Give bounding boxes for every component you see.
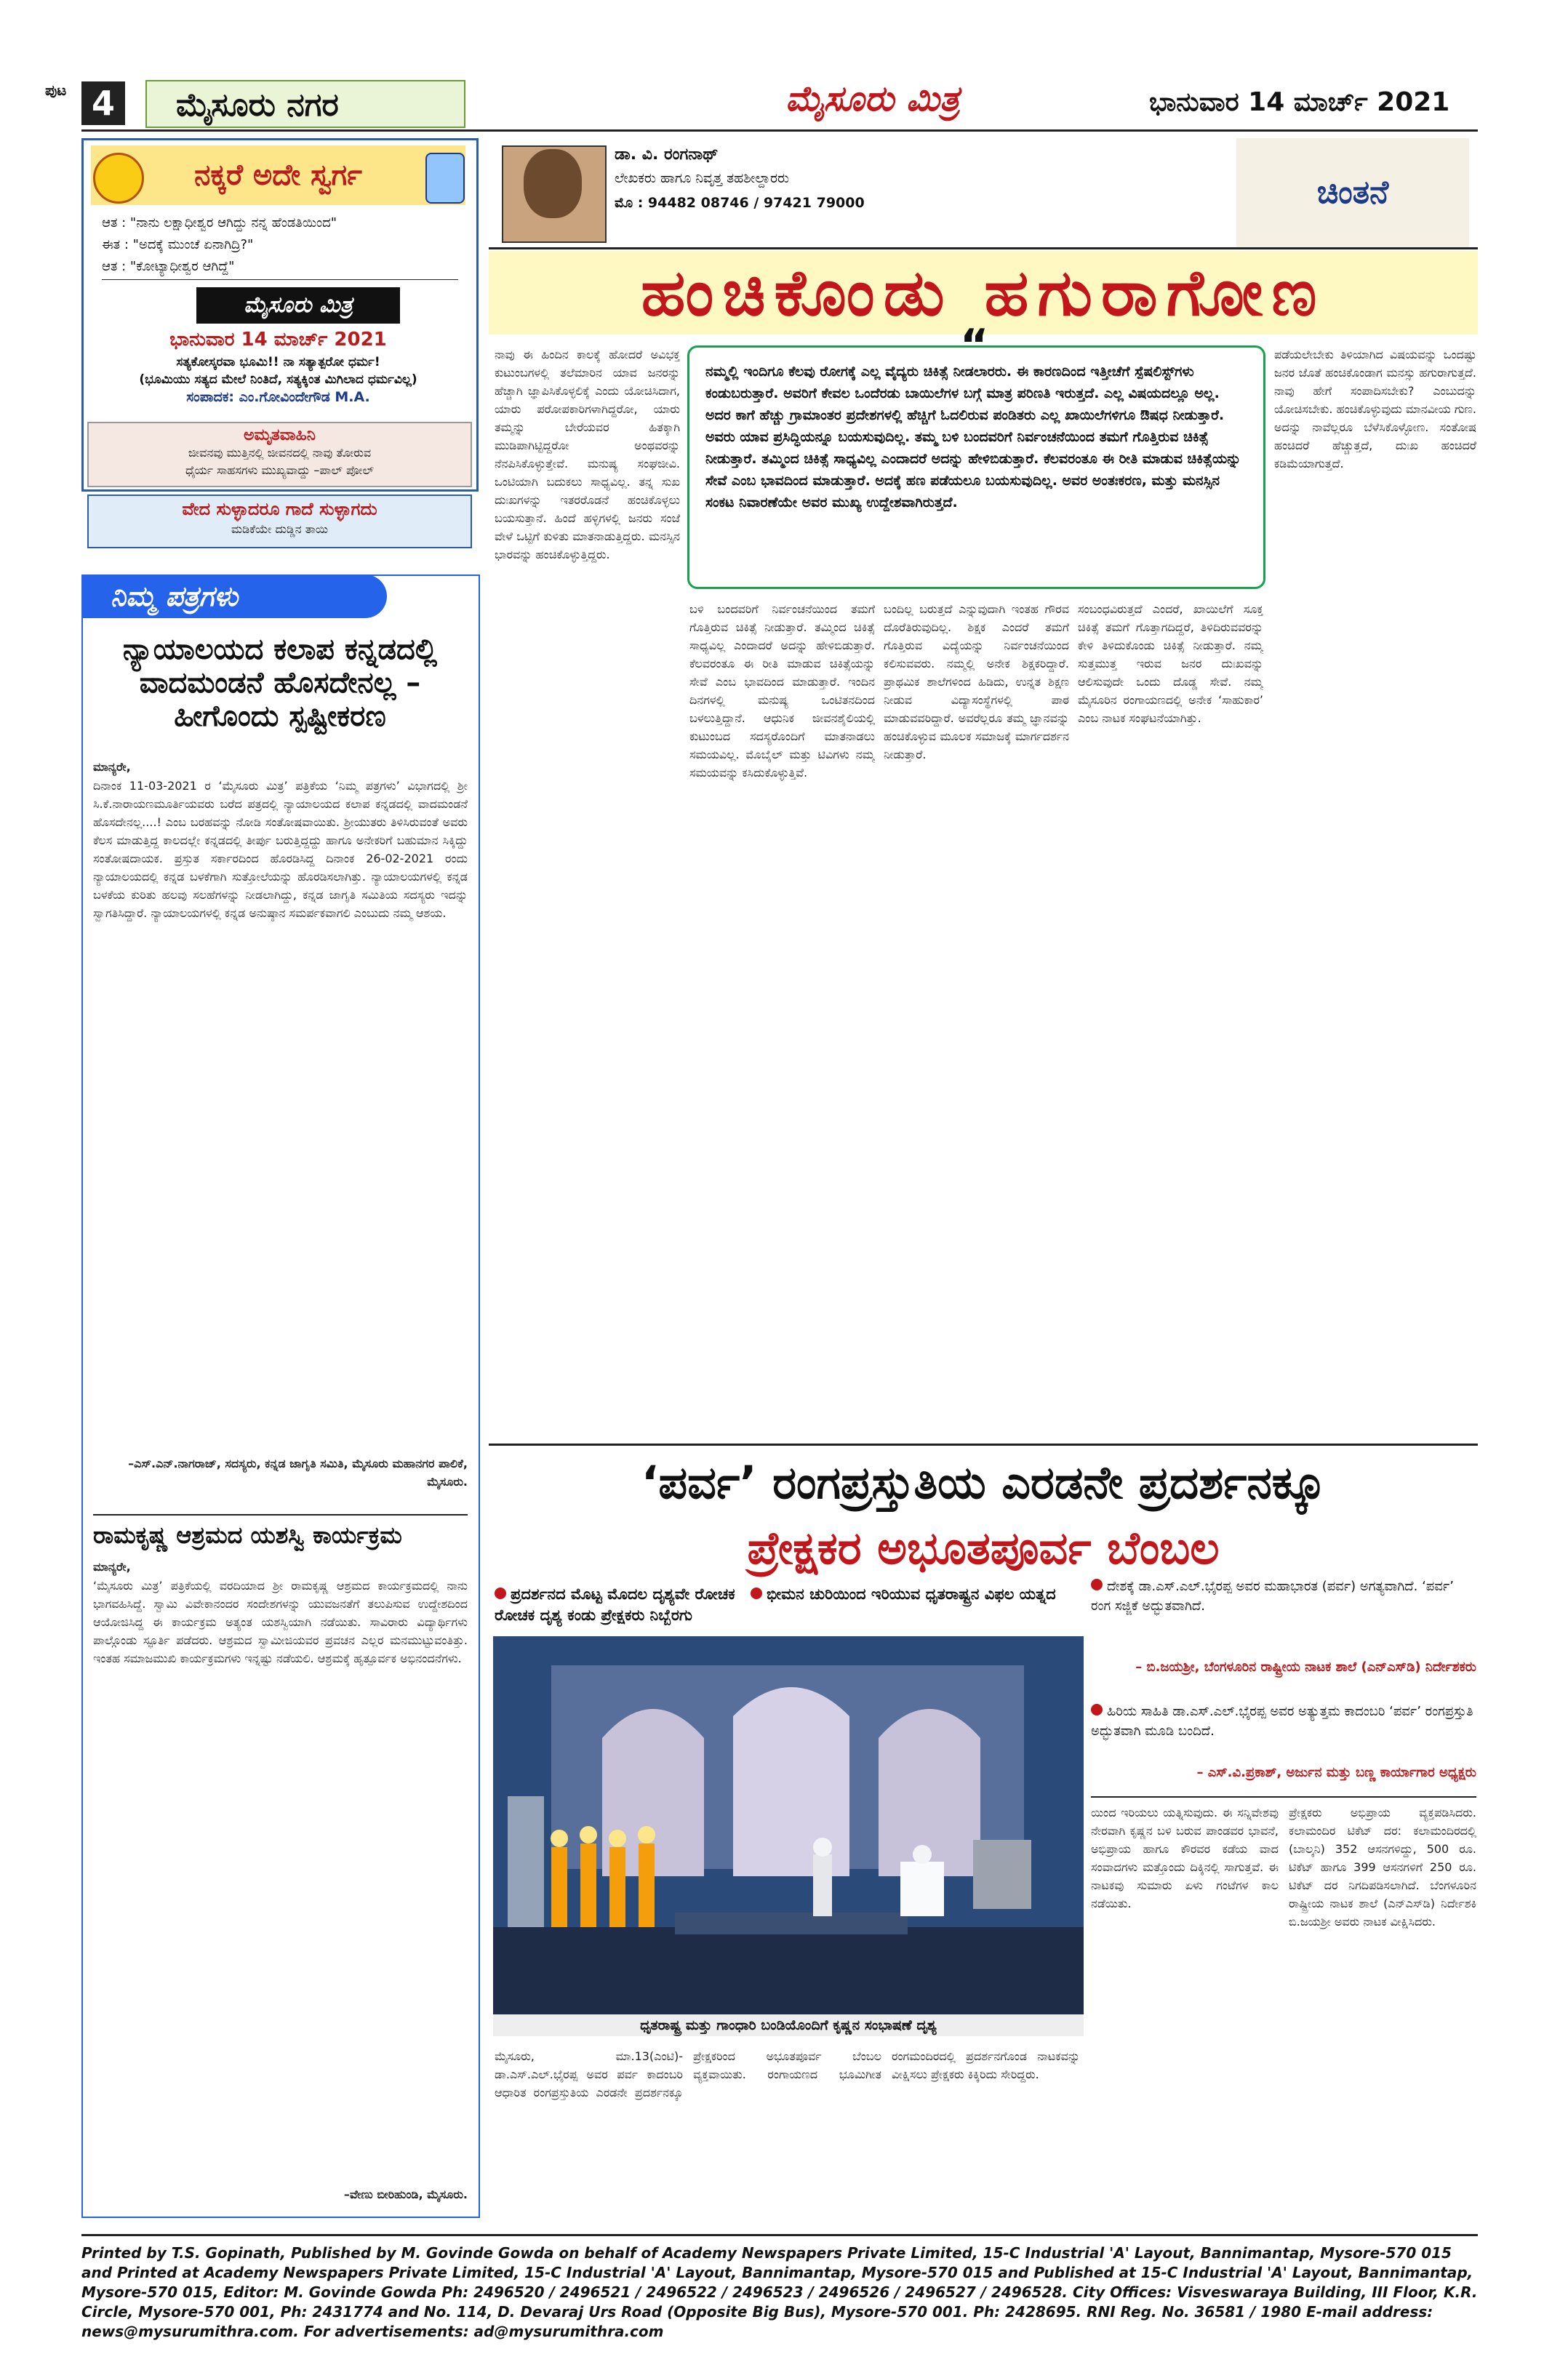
bullet-icon — [1091, 1704, 1103, 1716]
letter-signature: –ಎಸ್.ಎನ್.ನಾಗರಾಜ್, ಸದಸ್ಯರು, ಕನ್ನಡ ಜಾಗೃತಿ ಸಮಿತಿ, ಮೈಸೂರು ಮಹಾನಗರ ಪಾಲಿಕೆ, ಮೈಸೂರು. — [128, 1457, 468, 1489]
parva-divider — [489, 1444, 1478, 1446]
letter2-signature: –ವೇಣು ಬೀರಿಹುಂಡಿ, ಮೈಸೂರು. — [343, 2187, 468, 2201]
letter-headline: ನ್ಯಾಯಾಲಯದ ಕಲಾಪ ಕನ್ನಡದಲ್ಲಿ ವಾದಮಂಡನೆ ಹೊಸದೇನಲ್ಲ – ಹೀಗೊಂದು ಸ್ಪಷ್ಟೀಕರಣ — [122, 633, 438, 733]
quote-mark-icon: “ — [960, 320, 989, 371]
photo-caption: ಧೃತರಾಷ್ಟ್ರ ಮತ್ತು ಗಾಂಧಾರಿ ಬಂಡಿಯೊಂದಿಗೆ ಕೃಷ್ಣನ ಸಂಭಾಷಣೆ ದೃಶ್ಯ — [493, 2014, 1084, 2036]
amrutavahini-line-1: ಜೀವನವು ಮುತ್ತಿನಲ್ಲಿ ಜೀವನದಲ್ಲಿ ನಾವು ತೋರುವ — [188, 446, 372, 460]
letters-tag: ನಿಮ್ಮ ಪತ್ರಗಳು — [81, 575, 387, 618]
humor-line-2: ಈತ : "ಅದಕ್ಕೆ ಮುಂಚೆ ಏನಾಗಿದ್ರಿ?" — [102, 237, 254, 252]
letter2-salutation: ಮಾನ್ಯರೇ, — [93, 1560, 131, 1574]
proverb-line-1: ವೇದ ಸುಳ್ಳಾದರೂ ಗಾದೆ ಸುಳ್ಳಾಗದು — [182, 499, 377, 519]
amrutavahini-title: ಅಮೃತವಾಹಿನಿ — [244, 426, 316, 444]
parva-text-2: ಯಿಂದ ಇರಿಯಲು ಯತ್ನಿಸುವುದು. ಈ ಸನ್ನಿವೇಶವು ನೇರವಾಗಿ ಕೃಷ್ಣನ ಬಳಿ ಬರುವ ಪಾಂಡವರ ಭಾವನೆ, ಅಭಿಪ್ರಾಯ ಹಾಗೂ ಕೌರವರ ಕಡೆಯ ವಾದ ಸಂವಾದಗಳು ಮತ್ತೊಂದು ದಿಕ್ಕಿನಲ್ಲಿ ಸಾಗುತ್ತವೆ. ಈ ನಾಟಕವು ಸುಮಾರು ಏಳು ಗಂಟೆಗಳ ಕಾಲ ನಡೆಯಿತು. — [1091, 1806, 1279, 1910]
humor-dialog — [102, 212, 465, 278]
parva-quote-1 — [1091, 1577, 1476, 1616]
letter2-headline: ರಾಮಕೃಷ್ಣ ಆಶ್ರಮದ ಯಶಸ್ವಿ ಕಾರ್ಯಕ್ರಮ — [93, 1521, 402, 1549]
parva-headline: ‘ಪರ್ವ’ ರಂಗಪ್ರಸ್ತುತಿಯ ಎರಡನೇ ಪ್ರದರ್ಶನಕ್ಕೂ — [641, 1456, 1326, 1509]
column-text-4: ಸಂಬಂಧವಿರುತ್ತದೆ ಎಂದರೆ, ಖಾಯಿಲೆಗೆ ಸೂಕ್ತ ಚಿಕಿತ್ಸೆ ತಮಗೆ ಗೊತ್ತಾಗದಿದ್ದರೆ, ತಿಳಿದಿರುವವರನ್ನು ಕೇಳಿ ತಿಳಿದುಕೊಂಡು ಚಿಕಿತ್ಸೆ ನೀಡುತ್ತಾರೆ. ನಮ್ಮ ಸುತ್ತಮುತ್ತ ಇರುವ ಜನರ ದುಃಖವನ್ನು ಆಲಿಸುವುದೇ ಒಂದು ದೊಡ್ಡ ಸೇವೆ. ನಮ್ಮ ಮೈಸೂರಿನ ರಂಗಾಯಣದಲ್ಲಿ ಅನೇಕ ‘ಸಾಹುಕಾರ’ ಎಂಬ ನಾಟಕ ಸಂಘಟನೆಯಾಗಿತ್ತು. — [1078, 602, 1263, 725]
amrutavahini-line-2: ಧೈರ್ಯ ಸಾಹಸಗಳು ಮುಖ್ಯವಾದ್ದು –ಪಾಲ್ ಪೋಲ್ — [185, 463, 375, 477]
author-role: ಲೇಖಕರು ಹಾಗೂ ನಿವೃತ್ತ ತಹಶೀಲ್ದಾರರು — [615, 170, 790, 186]
mini-masthead-date: ಭಾನುವಾರ 14 ಮಾರ್ಚ್ 2021 — [169, 329, 387, 351]
page-number: 4 — [81, 81, 125, 125]
letter2-body: ‘ಮೈಸೂರು ಮಿತ್ರ’ ಪತ್ರಿಕೆಯಲ್ಲಿ ವರದಿಯಾದ ಶ್ರೀ ರಾಮಕೃಷ್ಣ ಆಶ್ರಮದ ಕಾರ್ಯಕ್ರಮದಲ್ಲಿ ನಾನು ಭಾಗವಹಿಸಿದ್ದೆ. ಸ್ವಾಮಿ ವಿವೇಕಾನಂದರ ಸಂದೇಶಗಳನ್ನು ಯುವಜನತೆಗೆ ತಲುಪಿಸುವ ಉದ್ದೇಶದಿಂದ ಆಯೋಜಿಸಿದ್ದ ಈ ಕಾರ್ಯಕ್ರಮ ಅತ್ಯಂತ ಯಶಸ್ವಿಯಾಗಿ ನಡೆಯಿತು. ಸಾವಿರಾರು ವಿದ್ಯಾರ್ಥಿಗಳು ಪಾಲ್ಗೊಂಡು ಸ್ಫೂರ್ತಿ ಪಡೆದರು. ಆಶ್ರಮದ ಸ್ವಾಮೀಜಿಯವರ ಪ್ರವಚನ ಎಲ್ಲರ ಮನಮುಟ್ಟುವಂತಿತ್ತು. ಇಂತಹ ಸಮಾಜಮುಖಿ ಕಾರ್ಯಕ್ರಮಗಳು ಇನ್ನಷ್ಟು ನಡೆಯಲಿ. ಆಶ್ರಮಕ್ಕೆ ಹೃತ್ಪೂರ್ವಕ ಅಭಿನಂದನೆಗಳು. — [93, 1579, 468, 1665]
column-text-3: ಬಂದಿಲ್ಲ ಬರುತ್ತದೆ ಎನ್ನುವುದಾಗಿ ಇಂತಹ ಗೌರವ ದೊರೆತಿರುವುದಿಲ್ಲ. ಶಿಕ್ಷಕ ಎಂದರೆ ತಮಗೆ ಗೊತ್ತಿರುವ ವಿದ್ಯೆಯನ್ನು ನಿರ್ವಂಚನೆಯಿಂದ ಕಲಿಸುವವರು. ನಮ್ಮಲ್ಲಿ ಅನೇಕ ಶಿಕ್ಷಕರಿದ್ದಾರೆ. ಪ್ರಾಥಮಿಕ ಶಾಲೆಗಳಿಂದ ಹಿಡಿದು, ಉನ್ನತ ಶಿಕ್ಷಣ ನೀಡುವ ವಿದ್ಯಾಸಂಸ್ಥೆಗಳಲ್ಲಿ ಪಾಠ ಮಾಡುವವರಿದ್ದಾರೆ. ಅವರೆಲ್ಲರೂ ತಮ್ಮ ಜ್ಞಾನವನ್ನು ಹಂಚಿಕೊಳ್ಳುವ ಮೂಲಕ ಸಮಾಜಕ್ಕೆ ಮಾರ್ಗದರ್ಶನ ನೀಡುತ್ತಾರೆ. — [884, 602, 1069, 761]
parva-kicker-1: ಪ್ರದರ್ಶನದ ಮೊಟ್ಟ ಮೊದಲ ದೃಶ್ಯವೇ ರೋಚಕ — [511, 1585, 735, 1603]
header-rule — [81, 129, 1478, 132]
amrutavahini-box — [87, 422, 472, 487]
page-header — [0, 0, 1568, 131]
author-face — [524, 149, 582, 218]
letter-body: ದಿನಾಂಕ 11-03-2021 ರ ‘ಮೈಸೂರು ಮಿತ್ರ’ ಪತ್ರಿಕೆಯ ‘ನಿಮ್ಮ ಪತ್ರಗಳು’ ವಿಭಾಗದಲ್ಲಿ ಶ್ರೀ ಸಿ.ಕೆ.ನಾರಾಯಣಮೂರ್ತಿಯವರು ಬರೆದ ಪತ್ರದಲ್ಲಿ ನ್ಯಾಯಾಲಯದ ಕಲಾಪ ಕನ್ನಡದಲ್ಲಿ ವಾದಮಂಡನೆ ಹೊಸದೇನಲ್ಲ....! ಎಂಬ ಬರಹವನ್ನು ನೋಡಿ ಸಂತೋಷವಾಯಿತು. ಶ್ರೀಯುತರು ತಿಳಿಸಿರುವಂತೆ ಅವರು ಕೆಲಸ ಮಾಡುತ್ತಿದ್ದ ಕಾಲದಲ್ಲೇ ಕನ್ನಡದಲ್ಲಿ ತೀರ್ಪು ಬರುತ್ತಿದ್ದದ್ದು ಹಾಗೂ ಅನೇಕರಿಗೆ ಬಹುಮಾನ ಸಿಕ್ಕಿದ್ದು ಸಂತೋಷದಾಯಕ. ಪ್ರಸ್ತುತ ಸರ್ಕಾರದಿಂದ ಹೊರಡಿಸಿದ್ದ ದಿನಾಂಕ 26-02-2021 ರಂದು ನ್ಯಾಯಾಲಯದಲ್ಲಿ ಕನ್ನಡ ಬಳಕೆಗಾಗಿ ಸುತ್ತೋಲೆಯನ್ನು ಹೊರಡಿಸಲಾಗಿತ್ತು. ನ್ಯಾಯಾಲಯಗಳಲ್ಲಿ ಕನ್ನಡ ಬಳಕೆಯ ಕುರಿತು ಹಲವು ಸಲಹೆಗಳನ್ನು ನೀಡಲಾಗಿದ್ದು, ಕನ್ನಡ ಜಾಗೃತಿ ಸಮಿತಿಯ ಸದಸ್ಯರು ಇದನ್ನು ಸ್ವಾಗತಿಸಿದ್ದಾರೆ. ನ್ಯಾಯಾಲಯಗಳಲ್ಲಿ ಕನ್ನಡ ಅನುಷ್ಠಾನ ಸಮರ್ಪಕವಾಗಲಿ ಎಂಬುದು ನಮ್ಮ ಆಶಯ. — [93, 779, 468, 920]
issue-date: ಭಾನುವಾರ 14 ಮಾರ್ಚ್ 2021 — [1149, 87, 1450, 117]
bullet-icon — [1091, 1579, 1103, 1590]
bullet-icon — [751, 1588, 762, 1599]
humor-line-1: ಆತ : "ನಾನು ಲಕ್ಷಾಧೀಶ್ವರ ಆಗಿದ್ದು ನನ್ನ ಹೆಂಡತಿಯಿಂದ" — [102, 215, 337, 231]
cartoon-figure-icon — [425, 153, 465, 204]
parva-kickers — [495, 1584, 1076, 1626]
column-tag: ಚಿಂತನೆ — [1236, 138, 1469, 247]
humor-line-3: ಆತ : "ಕೋಟ್ಯಾಧೀಶ್ವರ ಆಗಿದ್ದೆ" — [102, 259, 235, 274]
parva-subhead: ಪ್ರೇಕ್ಷಕರ ಅಭೂತಪೂರ್ವ ಬೆಂಬಲ — [747, 1521, 1220, 1574]
parva-quote-2-text: ಹಿರಿಯ ಸಾಹಿತಿ ಡಾ.ಎಸ್.ಎಲ್.ಭೈರಪ್ಪ ಅವರ ಅತ್ಯುತ್ತಮ ಕಾದಂಬರಿ ‘ಪರ್ವ’ ರಂಗಪ್ರಸ್ತುತಿ ಅದ್ಭುತವಾಗಿ ಮೂಡಿ ಬಂದಿದೆ. — [1091, 1704, 1473, 1739]
footer-rule — [81, 2234, 1478, 2236]
masthead-logo: ಮೈಸೂರು ಮಿತ್ರ — [785, 79, 960, 119]
parva-quote-2 — [1091, 1702, 1476, 1741]
column-pullquote: ನಮ್ಮಲ್ಲಿ ಇಂದಿಗೂ ಕೆಲವು ರೋಗಕ್ಕೆ ಎಲ್ಲ ವೈದ್ಯರು ಚಿಕಿತ್ಸೆ ನೀಡಲಾರರು. ಈ ಕಾರಣದಿಂದ ಇತ್ತೀಚೆಗೆ ಸ್ಪೆಷಲಿಸ್ಟ್‌ಗಳು ಕಂಡುಬರುತ್ತಾರೆ. ಅವರಿಗೆ ಕೇವಲ ಒಂದೆರಡು ಬಾಯಿಲೆಗಳ ಬಗ್ಗೆ ಮಾತ್ರ ಪರಿಣತಿ ಇರುತ್ತದೆ. ಎಲ್ಲ ವಿಷಯದಲ್ಲೂ ಅಲ್ಲ. ಅದರ ಕಾಗೆ ಹೆಚ್ಚು ಗ್ರಾಮಾಂತರ ಪ್ರದೇಶಗಳಲ್ಲಿ ಹೆಚ್ಚಿಗೆ ಓದಲಿರುವ ಪಂಡಿತರು ಎಲ್ಲ ಖಾಯಿಲೆಗಳಿಗೂ ಔಷಧ ನೀಡುತ್ತಾರೆ. ಅವರು ಯಾವ ಪ್ರಸಿದ್ಧಿಯನ್ನೂ ಬಯಸುವುದಿಲ್ಲ. ತಮ್ಮ ಬಳಿ ಬಂದವರಿಗೆ ನಿರ್ವಂಚನೆಯಿಂದ ತಮಗೆ ಗೊತ್ತಿರುವ ಚಿಕಿತ್ಸೆ ನೀಡುತ್ತಾರೆ. ತಮ್ಮಿಂದ ಚಿಕಿತ್ಸೆ ಸಾಧ್ಯವಿಲ್ಲ ಎಂದಾದರೆ ಅದನ್ನು ಹೇಳಿಬಿಡುತ್ತಾರೆ. ಕೆಲವರಂತೂ ಈ ರೀತಿ ಮಾಡುವ ಚಿಕಿತ್ಸೆಯನ್ನು ಸೇವೆ ಎಂಬ ಭಾವದಿಂದ ಮಾಡುತ್ತಾರೆ. ಅದಕ್ಕೆ ಹಣ ಪಡೆಯಲೂ ಬಯಸುವುದಿಲ್ಲ. ಅವರ ಅಂತಃಕರಣ, ಮತ್ತು ಮನಸ್ಸಿನ ಸಂಕಟ ನಿವಾರಣೆಯೇ ಅವರ ಮುಖ್ಯ ಉದ್ದೇಶವಾಗಿರುತ್ತದೆ. — [687, 345, 1265, 589]
bullet-icon — [495, 1588, 506, 1599]
mini-masthead: ಮೈಸೂರು ಮಿತ್ರ — [196, 287, 400, 324]
letters-divider — [93, 1514, 468, 1516]
play-scene-photo — [493, 1636, 1084, 2014]
humor-divider — [102, 279, 458, 280]
letter-salutation: ಮಾನ್ಯರೇ, — [93, 760, 131, 774]
author-phone: ಮೊ : 94482 08746 / 97421 79000 — [615, 195, 865, 211]
imprint-footer: Printed by T.S. Gopinath, Published by M. Govinde Gowda on behalf of Academy Newspapers Private Limited, 15-C Industrial 'A' Layout, Bannimantap, Mysore-570 015 and Printed at Academy Newspapers Private Limited, 15-C Industrial 'A' Layout, Bannimantap, Mysore-570 015 and Published at 15-C Industrial 'A' Layout, Bannimantap, Mysore-570 015, Editor: M. Govinde Gowda Ph: 2496520 / 2496521 / 2496522 / 2496523 / 2496526 / 2496527 / 2496528. City Offices: Visveswaraya Building, III Floor, K.R. Circle, Mysore-570 001, Ph: 2431774 and No. 114, D. Devaraj Urs Road (Opposite Big Bus), Mysore-570 001. Ph: 2428695. RNI Reg. No. 36581 / 1980 E-mail address: news@mysurumithra.com. For advertisements: ad@mysurumithra.com — [81, 2244, 1478, 2340]
parva-kicker-2: ಭೀಮನ ಚುರಿಯಿಂದ ಇರಿಯುವ ಧೃತರಾಷ್ಟ್ರನ ವಿಫಲ ಯತ್ನದ ರೋಚಕ ದೃಶ್ಯ ಕಂಡು ಪ್ರೇಕ್ಷಕರು ನಿಬ್ಬೆರಗು — [495, 1585, 1056, 1624]
parva-text-1: ಮೈಸೂರು, ಮಾ.13(ಎಂಟಿ)- ಡಾ.ಎಸ್.ಎಲ್.ಭೈರಪ್ಪ ಅವರ ಪರ್ವ ಕಾದಂಬರಿ ಆಧಾರಿತ ರಂಗಪ್ರಸ್ತುತಿಯ ಎರಡನೇ ಪ್ರದರ್ಶನಕ್ಕೂ ಪ್ರೇಕ್ಷಕರಿಂದ ಅಭೂತಪೂರ್ವ ಬೆಂಬಲ ವ್ಯಕ್ತವಾಯಿತು. ರಂಗಾಯಣದ ಭೂಮಿಗೀತ ರಂಗಮಂದಿರದಲ್ಲಿ ಪ್ರದರ್ಶನಗೊಂಡ ನಾಟಕವನ್ನು ವೀಕ್ಷಿಸಲು ಪ್ರೇಕ್ಷಕರು ಕಿಕ್ಕಿರಿದು ಸೇರಿದ್ದರು. — [495, 2049, 1080, 2099]
mini-masthead-motto — [87, 353, 469, 406]
author-name: ಡಾ. ವಿ. ರಂಗನಾಥ್ — [615, 145, 719, 164]
column-text-5: ಪಡೆಯಲೇಬೇಕು ತಿಳಿಯಾಗಿದ ವಿಷಯವನ್ನು ಒಂದಷ್ಟು ಜನರ ಜೊತೆ ಹಂಚಿಕೊಂಡಾಗ ಮನಸ್ಸು ಹಗುರಾಗುತ್ತದೆ. ನಾವು ಹೇಗೆ ಸಂಪಾದಿಸಬೇಕು? ಎಂಬುದನ್ನು ಯೋಚಿಸಬೇಕು. ಹಂಚಿಕೊಳ್ಳುವುದು ಮಾನವೀಯ ಗುಣ. ಅದನ್ನು ನಾವೆಲ್ಲರೂ ಬೆಳೆಸಿಕೊಳ್ಳೋಣ. ಸಂತೋಷ ಹಂಚಿದರೆ ಹೆಚ್ಚುತ್ತದೆ, ದುಃಖ ಹಂಚಿದರೆ ಕಡಿಮೆಯಾಗುತ್ತದೆ. — [1274, 348, 1476, 471]
parva-quote-divider — [1091, 1796, 1476, 1798]
parva-quote-1-text: ದೇಶಕ್ಕೆ ಡಾ.ಎಸ್.ಎಲ್.ಭೈರಪ್ಪ ಅವರ ಮಹಾಭಾರತ (ಪರ್ವ) ಅಗತ್ಯವಾಗಿದೆ. ‘ಪರ್ವ’ ರಂಗ ಸಜ್ಜಿಕೆ ಅದ್ಭುತವಾಗಿದೆ. — [1091, 1579, 1454, 1614]
proverb-box — [87, 495, 472, 548]
section-title: ಮೈಸೂರು ನಗರ — [145, 80, 465, 128]
laughing-face-icon — [93, 153, 144, 204]
editor-line: ಸಂಪಾದಕ: ಎಂ.ಗೋವಿಂದೇಗೌಡ M.A. — [186, 389, 370, 405]
column-text-1: ನಾವು ಈ ಹಿಂದಿನ ಕಾಲಕ್ಕೆ ಹೋದರೆ ಅವಿಭಕ್ತ ಕುಟುಂಬಗಳಲ್ಲಿ ತಲೆಮಾರಿನ ಯಾವ ಜನರನ್ನು ಹೆಚ್ಚಾಗಿ ಜ್ಞಾಪಿಸಿಕೊಳ್ಳಲಿಕ್ಕೆ ಎಂದು ಯೋಚಿಸಿದಾಗ, ಯಾರು ಪರೋಪಕಾರಿಗಳಾಗಿದ್ದರೋ, ಯಾರು ತಮ್ಮನ್ನು ಬೇರೆಯವರ ಹಿತಕ್ಕಾಗಿ ಮುಡಿಪಾಗಿಟ್ಟಿದ್ದರೋ ಅಂಥವರನ್ನು ನೆನಪಿಸಿಕೊಳ್ಳುತ್ತೇವೆ. ಮನುಷ್ಯ ಸಂಘಜೀವಿ. ಒಂಟಿಯಾಗಿ ಬದುಕಲು ಸಾಧ್ಯವಿಲ್ಲ. ತನ್ನ ಸುಖ ದುಃಖಗಳನ್ನು ಇತರರೊಡನೆ ಹಂಚಿಕೊಳ್ಳಲು ಬಯಸುತ್ತಾನೆ. ಹಿಂದೆ ಹಳ್ಳಿಗಳಲ್ಲಿ ಜನರು ಸಂಜೆ ವೇಳೆ ಒಟ್ಟಿಗೆ ಕುಳಿತು ಮಾತನಾಡುತ್ತಿದ್ದರು. ಮನಸ್ಸಿನ ಭಾರವನ್ನು ಹಂಚಿಕೊಳ್ಳುತ್ತಿದ್ದರು. — [495, 348, 680, 561]
humor-title: ನಕ್ಕರೆ ಅದೇ ಸ್ವರ್ಗ — [91, 145, 465, 205]
parva-text-3: ಪ್ರೇಕ್ಷಕರು ಅಭಿಪ್ರಾಯ ವ್ಯಕ್ತಪಡಿಸಿದರು. ಕಲಾಮಂದಿರ ಟಿಕೆಟ್ ದರ: ಕಲಾಮಂದಿರದಲ್ಲಿ (ಬಾಲ್ಕನಿ) 352 ಆಸನಗಳಿದ್ದು, 500 ರೂ. ಟಿಕೆಟ್ ಹಾಗೂ 399 ಆಸನಗಳಿಗೆ 250 ರೂ. ಟಿಕೆಟ್ ದರ ನಿಗದಿಪಡಿಸಲಾಗಿದೆ. ಬೆಂಗಳೂರಿನ ರಾಷ್ಟ್ರೀಯ ನಾಟಕ ಶಾಲೆ (ಎನ್‌ಎಸ್‌ಡಿ) ನಿರ್ದೇಶಕಿ ಬಿ.ಜಯಶ್ರೀ ಅವರು ನಾಟಕ ವೀಕ್ಷಿಸಿದರು. — [1289, 1806, 1476, 1929]
proverb-line-2: ಮಡಿಕೆಯೇ ದುಡ್ಡಿನ ತಾಯಿ — [231, 522, 329, 536]
column-text-2: ಬಳಿ ಬಂದವರಿಗೆ ನಿರ್ವಂಚನೆಯಿಂದ ತಮಗೆ ಗೊತ್ತಿರುವ ಚಿಕಿತ್ಸೆ ನೀಡುತ್ತಾರೆ. ತಮ್ಮಿಂದ ಚಿಕಿತ್ಸೆ ಸಾಧ್ಯವಿಲ್ಲ ಎಂದಾದರೆ ಅದನ್ನು ಹೇಳಿಬಿಡುತ್ತಾರೆ. ಕೆಲವರಂತೂ ಈ ರೀತಿ ಮಾಡುವ ಚಿಕಿತ್ಸೆಯನ್ನು ಸೇವೆ ಎಂಬ ಭಾವದಿಂದ ಮಾಡುತ್ತಾರೆ. ಇಂದಿನ ದಿನಗಳಲ್ಲಿ ಮನುಷ್ಯ ಒಂಟಿತನದಿಂದ ಬಳಲುತ್ತಿದ್ದಾನೆ. ಆಧುನಿಕ ಜೀವನಶೈಲಿಯಲ್ಲಿ ಕುಟುಂಬದ ಸದಸ್ಯರೊಂದಿಗೆ ಮಾತನಾಡಲು ಸಮಯವಿಲ್ಲ. ಮೊಬೈಲ್ ಮತ್ತು ಟಿವಿಗಳು ನಮ್ಮ ಸಮಯವನ್ನು ಕಸಿದುಕೊಳ್ಳುತ್ತಿವೆ. — [689, 602, 875, 780]
column-headline: ಹಂಚಿಕೊಂಡು ಹಗುರಾಗೋಣ — [489, 251, 1478, 335]
parva-quote-2-author: – ಎಸ್.ವಿ.ಪ್ರಕಾಶ್, ಅರ್ಜುನ ಮತ್ತು ಬಣ್ಣ ಕಾರ್ಯಾಗಾರ ಅಧ್ಯಕ್ಷರು — [1196, 1765, 1476, 1780]
motto-line-2: (ಭೂಮಿಯು ಸತ್ಯದ ಮೇಲೆ ನಿಂತಿದೆ, ಸತ್ಯಕ್ಕಿಂತ ಮಿಗಿಲಾದ ಧರ್ಮವಿಲ್ಲ) — [139, 372, 417, 387]
page-label: ಪುಟ — [45, 81, 67, 99]
stage-illustration — [493, 1636, 1084, 2014]
parva-quote-1-author: – ಬಿ.ಜಯಶ್ರೀ, ಬೆಂಗಳೂರಿನ ರಾಷ್ಟ್ರೀಯ ನಾಟಕ ಶಾಲೆ (ಎನ್‌ಎಸ್‌ಡಿ) ನಿರ್ದೇಶಕರು — [1135, 1660, 1476, 1675]
motto-line-1: ಸತ್ಯಕೋಸ್ಕರವಾ ಭೂಮಿ!! ನಾ ಸತ್ಯಾತ್ಪರೋ ಧರ್ಮ! — [176, 355, 380, 369]
